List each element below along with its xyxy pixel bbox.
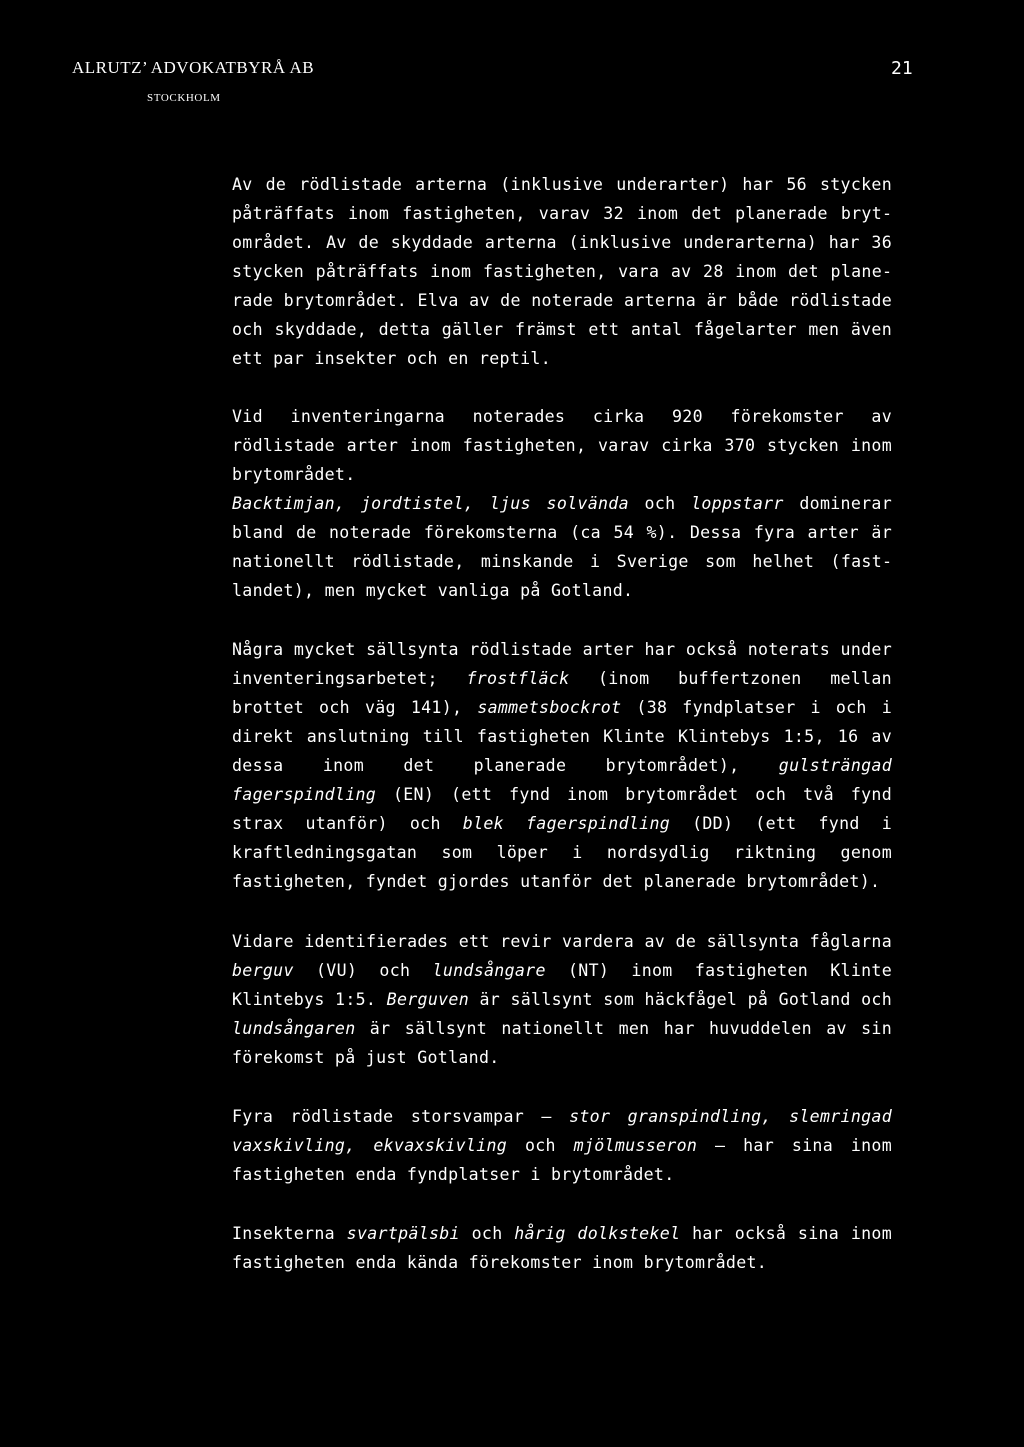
text-run: Insekterna — [232, 1224, 347, 1243]
text-run: Fyra rödlistade storsvampar — — [232, 1107, 570, 1126]
text-run: (EN) (ett fynd inom brytområdet och två fynd strax utanför) och — [232, 785, 892, 833]
paragraph — [232, 1219, 892, 1277]
species-name: mjölmusseron — [573, 1136, 698, 1155]
paragraph — [232, 170, 892, 373]
text-run: (NT) inom fastigheten Klinte Klintebys 1:5. — [232, 961, 893, 1009]
paragraph — [232, 1102, 892, 1189]
text-run: (VU) och — [293, 961, 433, 980]
species-name: hårig dolkstekel — [514, 1224, 681, 1243]
species-name: gulsträngad fagerspindling — [232, 756, 892, 804]
text-run: (38 fyndplatser i och i direkt anslutning till fastigheten Klinte Klintebys 1:5, 16 av dessa inom det planerade brytområdet), — [232, 698, 893, 775]
firm-city: STOCKHOLM — [147, 92, 221, 104]
species-name: Backtimjan, jordtistel, ljus solvända — [232, 494, 629, 513]
text-run: Några mycket sällsynta rödlistade arter har också noterats under inventeringsarbetet; — [232, 640, 892, 688]
species-name: Berguven — [386, 990, 469, 1009]
firm-name: ALRUTZ’ ADVOKATBYRÅ AB — [72, 58, 315, 77]
species-name: loppstarr — [691, 494, 784, 513]
text-run: (inom buffertzonen mellan brottet och väg 141), — [232, 669, 892, 717]
text-run: och — [507, 1136, 574, 1155]
species-name: lundsångare — [432, 961, 546, 980]
text-run: — har sina inom fastigheten enda fyndplatser i brytområdet. — [232, 1136, 892, 1184]
paragraph — [232, 402, 892, 489]
species-name: frostfläck — [466, 669, 570, 688]
text-run: dominerar bland de noterade förekomsterna (ca 54 %). Dessa fyra arter är nationellt rödlistade, minskande i Sverige som helhet (fastlandet), men mycket vanliga på Gotland. — [232, 494, 892, 600]
paragraph — [232, 489, 892, 605]
paragraph — [232, 927, 892, 1072]
text-run: Av de rödlistade arterna (inklusive underarter) har 56 stycken påträffats inom fastigheten, varav 32 inom det planerade brytområdet. Av de skyddade arterna (inklusive underarterna) har 36 stycken påträffats inom fastigheten, vara av 28 inom det planerade brytområdet. Elva av de noterade arterna är både rödlistade och skyddade, detta gäller främst ett antal fågelarter men även ett par insekter och en reptil. — [232, 175, 892, 368]
text-run: och — [628, 494, 692, 513]
species-name: stor granspindling, slemringad vaxskivling, ekvaxskivling — [232, 1107, 892, 1155]
species-name: lundsångaren — [232, 1019, 356, 1038]
page-number: 21 — [891, 58, 913, 79]
text-run: är sällsynt nationellt men har huvuddelen av sin förekomst på just Gotland. — [232, 1019, 892, 1067]
text-run: Vid inventeringarna noterades cirka 920 förekomster av rödlistade arter inom fastigheten, varav cirka 370 stycken inom brytområdet. — [232, 407, 892, 484]
text-run: Vidare identifierades ett revir vardera av de sällsynta fåglarna — [232, 932, 892, 951]
species-name: svartpälsbi — [346, 1224, 460, 1243]
text-run: är sällsynt som häckfågel på Gotland och — [469, 990, 892, 1009]
species-name: sammetsbockrot — [477, 698, 622, 717]
paragraph — [232, 635, 892, 896]
text-run: har också sina inom fastigheten enda kända förekomster inom brytområdet. — [232, 1224, 892, 1272]
species-name: blek fagerspindling — [462, 814, 671, 833]
text-run: (DD) (ett fynd i kraftledningsgatan som löper i nordsydlig riktning genom fastigheten, fyndet gjordes utanför det planerade brytområdet). — [232, 814, 893, 891]
species-name: berguv — [232, 961, 294, 980]
text-run: och — [459, 1224, 515, 1243]
